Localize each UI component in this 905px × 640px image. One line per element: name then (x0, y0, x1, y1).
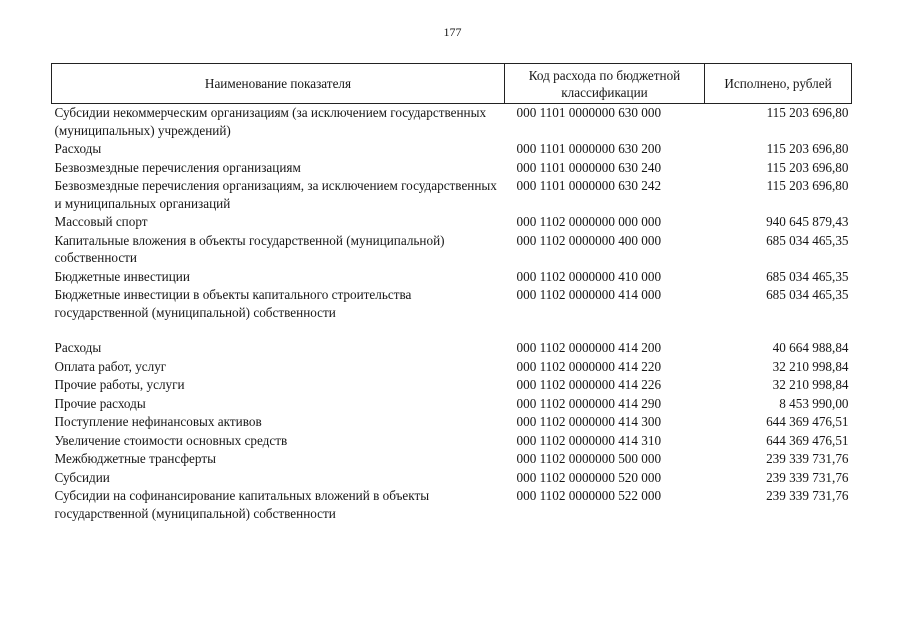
row-code: 000 1102 0000000 414 290 (516, 395, 662, 411)
row-name: Прочие работы, услуги (54, 377, 185, 392)
row-name: Расходы (54, 141, 102, 156)
table-row (52, 413, 852, 432)
row-name: Безвозмездные перечисления организациям (54, 159, 301, 175)
table-row (52, 177, 852, 213)
row-amount: 685 034 465,35 (766, 287, 849, 302)
table-row (52, 286, 852, 322)
row-name: Субсидии на софинансирование капитальных вложений в объекты государственной (муниципальной) собственности (54, 488, 430, 521)
table-row (52, 268, 852, 287)
row-name: Субсидии (54, 469, 110, 485)
row-amount: 940 645 879,43 (766, 214, 849, 229)
row-name: Оплата работ, услуг (54, 358, 167, 374)
row-amount: 40 664 988,84 (772, 340, 849, 355)
row-code: 000 1102 0000000 410 000 (516, 268, 662, 284)
row-amount: 644 369 476,51 (766, 432, 849, 448)
table-row (52, 432, 852, 451)
row-name: Поступление нефинансовых активов (54, 414, 262, 429)
row-amount: 115 203 696,80 (766, 178, 849, 193)
table-row (52, 358, 852, 377)
row-name: Межбюджетные трансферты (54, 451, 216, 466)
row-name: Массовый спорт (54, 214, 148, 229)
budget-execution-table (51, 63, 852, 523)
row-code: 000 1102 0000000 520 000 (516, 469, 662, 485)
row-code: 000 1101 0000000 630 240 (516, 159, 662, 175)
row-name: Бюджетные инвестиции (54, 268, 190, 284)
row-code: 000 1101 0000000 630 242 (516, 178, 662, 193)
row-code: 000 1102 0000000 000 000 (516, 214, 662, 229)
table-header-row (52, 64, 852, 104)
table-row (52, 232, 852, 268)
row-code: 000 1101 0000000 630 200 (516, 141, 662, 156)
row-code: 000 1102 0000000 414 226 (516, 377, 662, 392)
page-number: 177 (443, 25, 462, 39)
row-name: Увеличение стоимости основных средств (54, 432, 288, 448)
table-row (52, 104, 852, 141)
row-amount: 239 339 731,76 (766, 469, 849, 485)
row-amount: 32 210 998,84 (772, 358, 849, 374)
row-amount: 644 369 476,51 (766, 414, 849, 429)
row-name: Расходы (54, 340, 102, 355)
row-code: 000 1101 0000000 630 000 (516, 105, 662, 120)
table-row (52, 322, 852, 358)
row-code: 000 1102 0000000 414 200 (516, 340, 662, 355)
row-code: 000 1102 0000000 414 300 (516, 414, 662, 429)
row-code: 000 1102 0000000 414 000 (516, 287, 662, 302)
row-name: Капитальные вложения в объекты государственной (муниципальной) собственности (54, 232, 445, 265)
table-row (52, 469, 852, 488)
row-name: Субсидии некоммерческим организациям (за исключением государственных (муниципальных) учреждений) (54, 105, 487, 138)
table-row (52, 213, 852, 232)
table-row (52, 140, 852, 159)
row-amount: 115 203 696,80 (766, 105, 849, 120)
row-amount: 685 034 465,35 (766, 268, 849, 284)
header-indicator-name: Наименование показателя (52, 64, 505, 104)
table-row (52, 376, 852, 395)
row-code: 000 1102 0000000 522 000 (516, 488, 662, 503)
row-amount: 239 339 731,76 (766, 451, 849, 466)
row-code: 000 1102 0000000 500 000 (516, 451, 662, 466)
row-name: Бюджетные инвестиции в объекты капитального строительства государственной (муниципальной) собственности (54, 287, 412, 320)
row-name: Прочие расходы (54, 395, 146, 411)
table-row (52, 450, 852, 469)
row-amount: 8 453 990,00 (779, 395, 849, 411)
row-amount: 239 339 731,76 (766, 488, 849, 503)
row-code: 000 1102 0000000 400 000 (516, 232, 662, 248)
row-amount: 115 203 696,80 (766, 141, 849, 156)
row-amount: 685 034 465,35 (766, 232, 849, 248)
table-row (52, 395, 852, 414)
row-code: 000 1102 0000000 414 310 (516, 432, 662, 448)
row-amount: 32 210 998,84 (772, 377, 849, 392)
header-executed-amount: Исполнено, рублей (705, 64, 852, 104)
header-budget-code: Код расхода по бюджетной классификации (505, 64, 705, 104)
table-row (52, 159, 852, 178)
row-name: Безвозмездные перечисления организациям, за исключением государственных и муниципальных организаций (54, 178, 497, 211)
row-code: 000 1102 0000000 414 220 (516, 358, 662, 374)
table-row (52, 487, 852, 523)
row-amount: 115 203 696,80 (766, 159, 849, 175)
